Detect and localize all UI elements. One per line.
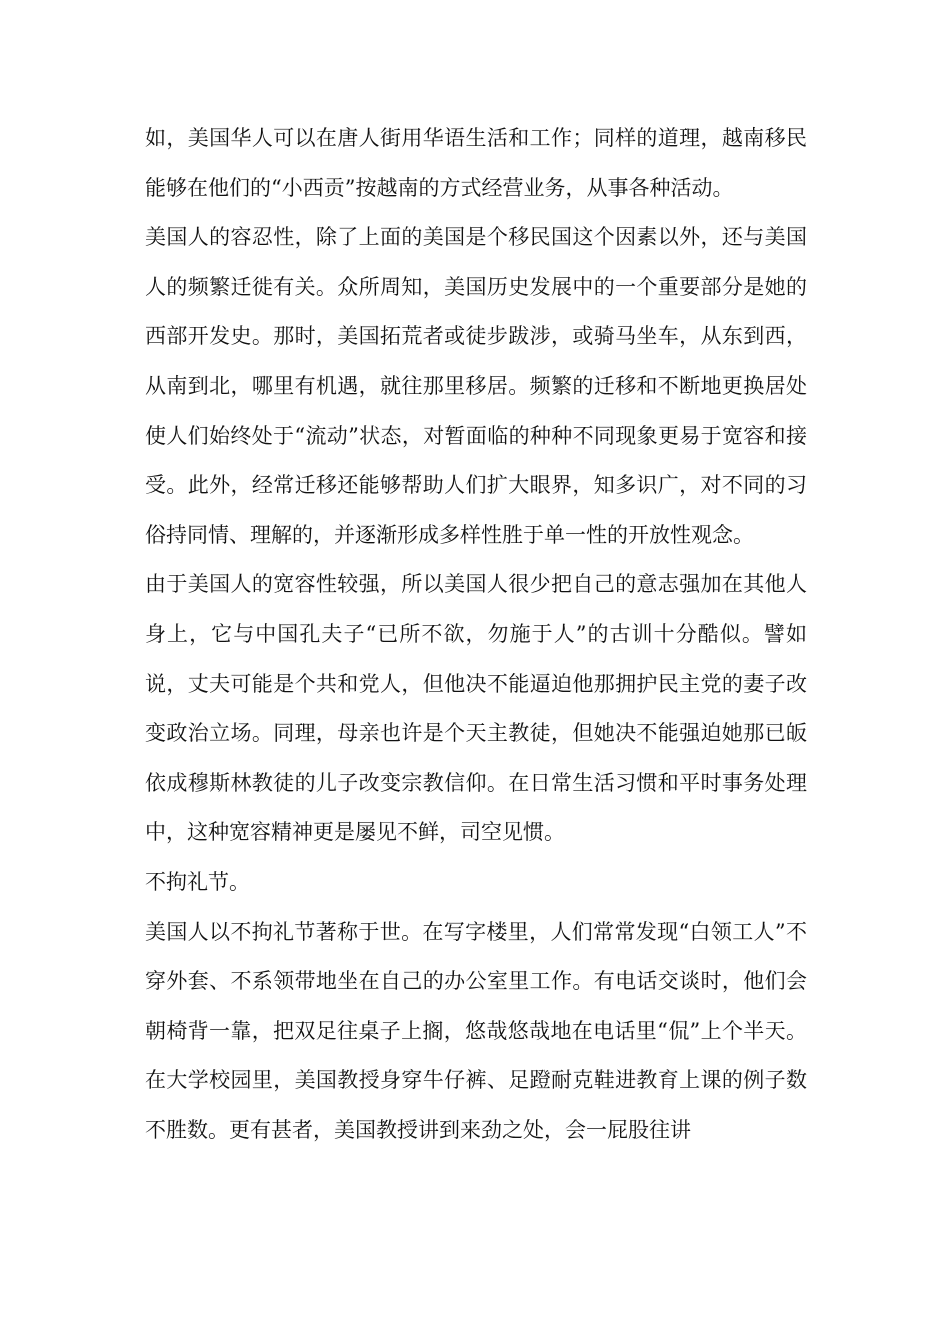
paragraph-informality: 美国人以不拘礼节著称于世。在写字楼里，人们常常发现“白领工人”不穿外套、不系领带地坐在自己的办公室里工作。有电话交谈时，他们会朝椅背一靠，把双足往桌子上搁，悠哉悠哉地在电话里“侃”上个半天。在大学校园里，美国教授身穿牛仔裤、足蹬耐克鞋进教育上课的例子数不胜数。更有甚者，美国教授讲到来劲之处，会一屁股往讲	[145, 919, 807, 1142]
paragraph-immigrant-communities: 如，美国华人可以在唐人街用华语生活和工作；同样的道理，越南移民能够在他们的“小西贡”按越南的方式经营业务，从事各种活动。	[145, 126, 807, 200]
section-heading-informality: 不拘礼节。	[145, 869, 250, 894]
paragraph-tolerance-migration: 美国人的容忍性，除了上面的美国是个移民国这个因素以外，还与美国人的频繁迁徙有关。众所周知，美国历史发展中的一个重要部分是她的西部开发史。那时，美国拓荒者或徒步跋涉，或骑马坐车，从东到西，从南到北，哪里有机遇，就往那里移居。频繁的迁移和不断地更换居处使人们始终处于“流动”状态，对暂面临的种种不同现象更易于宽容和接受。此外，经常迁移还能够帮助人们扩大眼界，知多识广，对不同的习俗持同情、理解的，并逐渐形成多样性胜于单一性的开放性观念。	[145, 225, 807, 547]
paragraph-not-imposing-will: 由于美国人的宽容性较强，所以美国人很少把自己的意志强加在其他人身上，它与中国孔夫子“已所不欲，勿施于人”的古训十分酷似。譬如说，丈夫可能是个共和党人，但他决不能逼迫他那拥护民主党的妻子改变政治立场。同理，母亲也许是个天主教徒，但她决不能强迫她那已皈依成穆斯林教徒的儿子改变宗教信仰。在日常生活习惯和平时事务处理中，这种宽容精神更是屡见不鲜，司空见惯。	[145, 572, 807, 845]
document-body	[145, 114, 807, 1155]
